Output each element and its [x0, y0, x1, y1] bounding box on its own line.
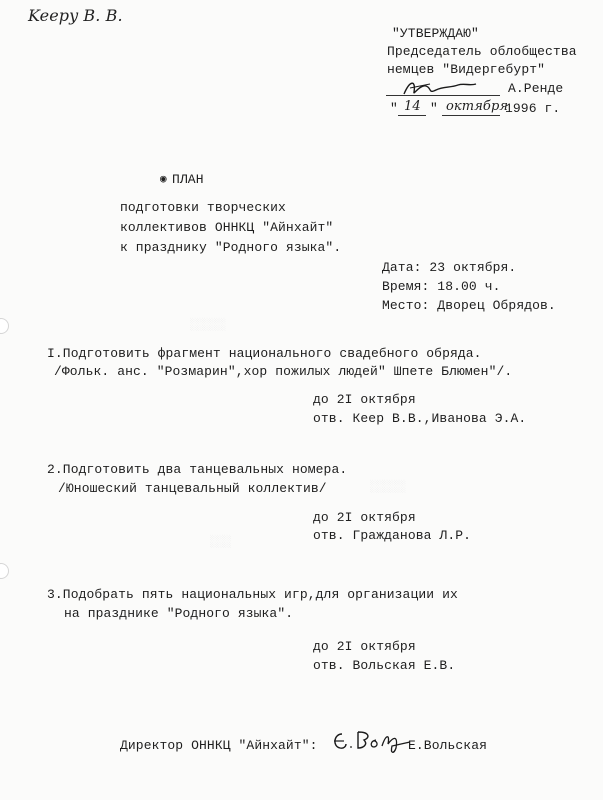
event-time: Время: 18.00 ч.	[382, 279, 501, 294]
plan-item-task: 3.Подобрать пять национальных игр,для организации их	[47, 587, 458, 602]
approval-date-close-quote: "	[430, 101, 438, 116]
bullet-mark-icon: ◉	[160, 174, 167, 186]
plan-subtitle-line: к празднику "Родного языка".	[120, 240, 342, 255]
plan-item-responsible: отв. Кеер В.В.,Иванова Э.А.	[313, 411, 527, 426]
plan-item-task: 2.Подготовить два танцевальных номера.	[47, 462, 348, 477]
plan-item-participants: /Юношеский танцевальный коллектив/	[58, 481, 327, 496]
approval-position: Председатель облобщества	[387, 44, 577, 59]
handwritten-note: Keepy В. В.	[28, 6, 123, 25]
plan-item-task: I.Подготовить фрагмент национального свадебного обряда.	[47, 346, 482, 361]
director-name: Е.Вольская	[408, 738, 488, 753]
plan-subtitle-line: подготовки творческих	[120, 200, 286, 215]
approval-signature	[400, 76, 480, 100]
plan-item-deadline: до 2I октября	[313, 510, 416, 525]
plan-item-responsible: отв. Гражданова Л.Р.	[313, 528, 472, 543]
plan-subtitle-line: коллективов ОННКЦ "Айнхайт"	[120, 220, 334, 235]
plan-item-participants: на празднике "Родного языка".	[64, 606, 294, 621]
approval-date-open-quote: "	[390, 101, 398, 116]
event-date: Дата: 23 октября.	[382, 260, 517, 275]
approval-date-month: октября	[446, 99, 509, 114]
bleed-through-mark: ░░░░░	[370, 480, 407, 494]
director-signature	[328, 726, 414, 756]
punch-hole	[0, 563, 9, 579]
approval-date-day: 14	[404, 99, 421, 114]
punch-hole	[0, 318, 9, 334]
plan-item-participants: /Фольк. анс. "Розмарин",хор пожилых людей" Шпете Блюмен"/.	[54, 364, 513, 379]
event-place: Место: Дворец Обрядов.	[382, 298, 556, 313]
director-title: Директор ОННКЦ "Айнхайт":	[120, 738, 318, 753]
plan-item-deadline: до 2I октября	[313, 639, 416, 654]
approval-title: "УТВЕРЖДАЮ"	[392, 26, 479, 41]
approval-organization: немцев "Видергебурт"	[387, 62, 546, 77]
approval-date-month-underline	[442, 115, 500, 116]
bleed-through-mark: ░░░	[210, 535, 232, 549]
approval-date-year: 1996 г.	[505, 101, 561, 116]
approval-date-day-underline	[398, 115, 426, 116]
plan-item-deadline: до 2I октября	[313, 392, 416, 407]
plan-title: ПЛАН	[172, 172, 204, 187]
bleed-through-mark: ░░░░░	[190, 318, 227, 332]
approval-signer: А.Ренде	[508, 81, 564, 96]
plan-item-responsible: отв. Вольская Е.В.	[313, 658, 456, 673]
